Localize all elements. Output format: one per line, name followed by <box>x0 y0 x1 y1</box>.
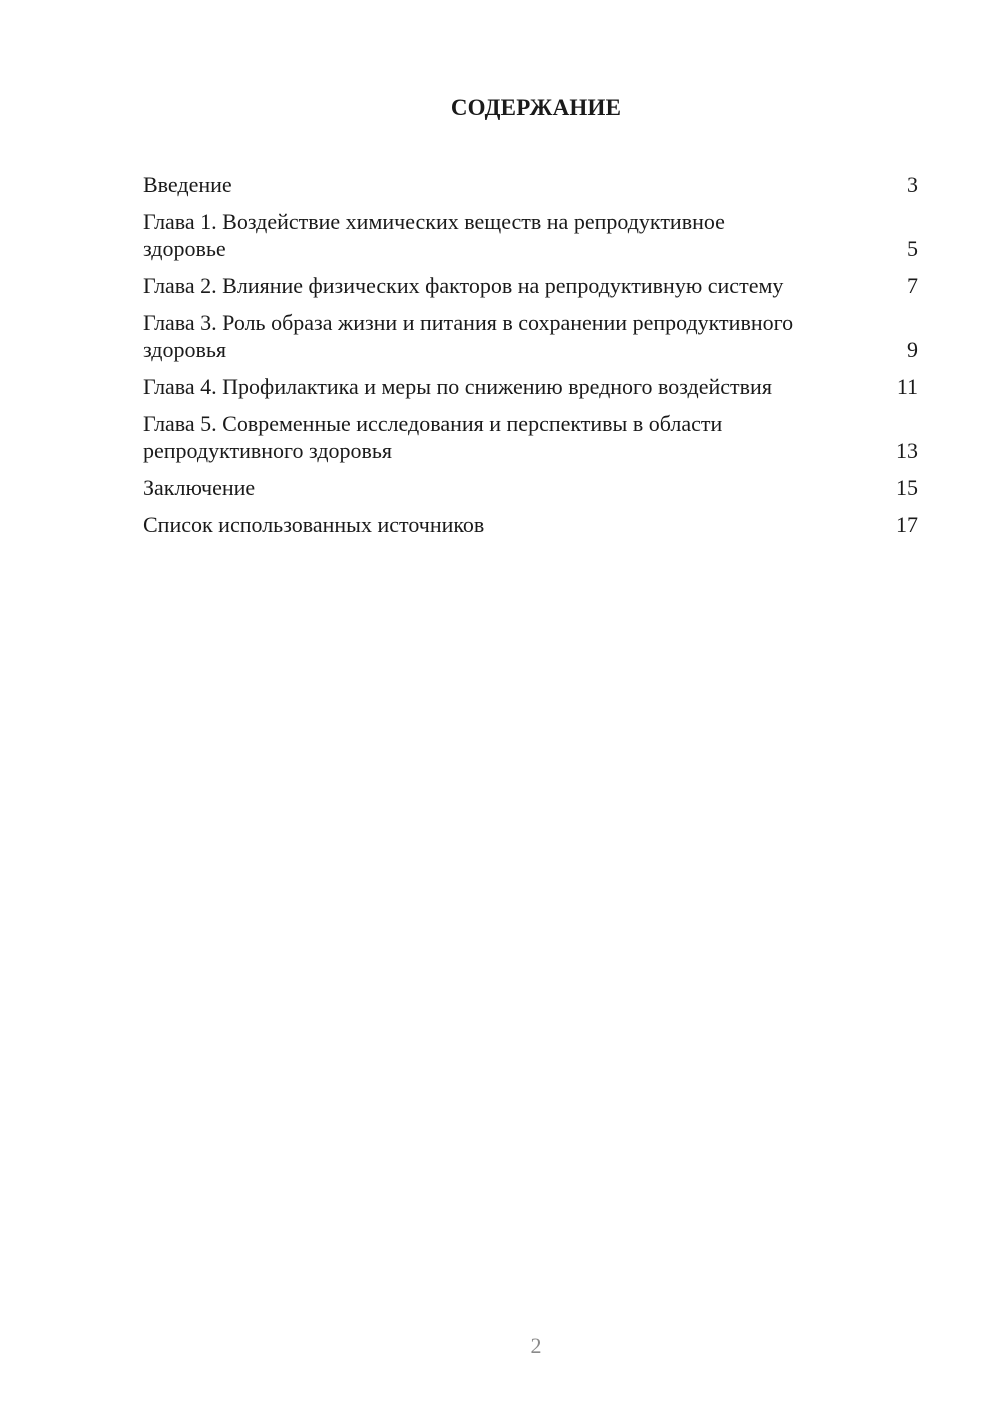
page-title: СОДЕРЖАНИЕ <box>450 95 622 120</box>
toc-entry-page: 9 <box>907 337 918 362</box>
toc-entry-page: 15 <box>896 475 918 500</box>
toc-entry-chapter-3 <box>143 309 918 363</box>
toc-entry-chapter-4 <box>143 373 918 400</box>
toc-entry-title: Введение <box>143 172 232 197</box>
toc-entry-page: 3 <box>907 172 918 197</box>
toc-entry-title: Глава 3. Роль образа жизни и питания в сохранении репродуктивного здоровья <box>143 310 794 362</box>
toc-entry-chapter-2 <box>143 272 918 299</box>
toc-entry-title: Глава 5. Современные исследования и перспективы в области репродуктивного здоровья <box>143 411 723 463</box>
toc-entry-title: Список использованных источников <box>143 512 485 537</box>
toc-entry-page: 17 <box>896 512 918 537</box>
toc-entry-page: 7 <box>907 273 918 298</box>
toc-entry-title: Глава 4. Профилактика и меры по снижению вредного воздействия <box>143 374 772 399</box>
table-of-contents <box>143 171 918 548</box>
toc-entry-chapter-5 <box>143 410 918 464</box>
toc-entry-references <box>143 511 918 538</box>
toc-entry-page: 11 <box>896 374 918 399</box>
toc-entry-introduction <box>143 171 918 198</box>
toc-entry-conclusion <box>143 474 918 501</box>
toc-entry-title: Глава 1. Воздействие химических веществ на репродуктивное здоровье <box>143 209 725 261</box>
toc-entry-chapter-1 <box>143 208 918 262</box>
toc-entry-page: 5 <box>907 236 918 261</box>
page-number: 2 <box>530 1333 542 1358</box>
toc-entry-title: Глава 2. Влияние физических факторов на репродуктивную систему <box>143 273 784 298</box>
toc-entry-page: 13 <box>896 438 918 463</box>
toc-entry-title: Заключение <box>143 475 256 500</box>
